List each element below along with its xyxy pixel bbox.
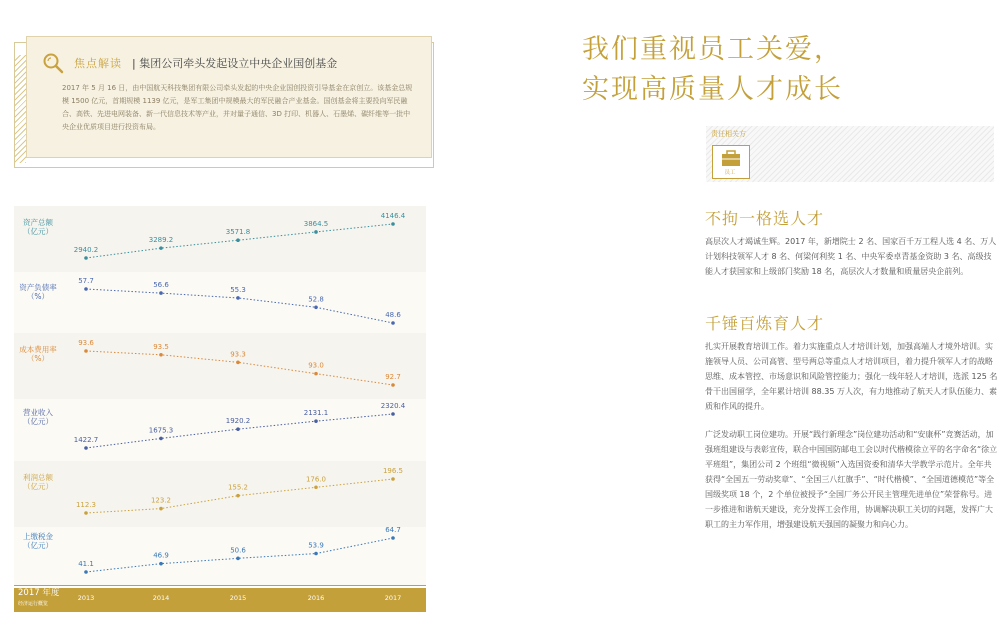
data-point <box>84 511 88 515</box>
year-sublabel: 经济运行概览 <box>18 601 49 607</box>
data-point <box>236 494 240 498</box>
focus-label: 焦点解读 <box>74 57 122 70</box>
data-label: 123.2 <box>150 496 172 505</box>
headline-line-2: 实现高质量人才成长 <box>582 74 843 105</box>
year-bar-rule <box>14 585 426 586</box>
data-point <box>159 291 163 295</box>
data-point <box>391 383 395 387</box>
data-label: 3289.2 <box>148 236 174 245</box>
data-label: 55.3 <box>230 285 246 294</box>
data-label: 4146.4 <box>380 212 406 220</box>
row-label: 资产负债率 （%） <box>19 283 57 301</box>
data-point <box>236 296 240 300</box>
data-label: 93.6 <box>78 339 94 347</box>
section-title-train-talent: 千锤百炼育人才 <box>705 314 825 333</box>
data-label: 1675.3 <box>148 426 174 435</box>
section-body-select-talent: 高层次人才竭诚生辉。2017 年，新增院士 2 名、国家百千万工程人选 4 名、万人计划科技领军人才 8 名、何梁何利奖 1 名、中央军委卓青基金资助 3 名、高级技能人才获国家和上级部门奖励 18 名，高层次人才数量和质量居央企前列。 <box>705 237 997 276</box>
data-point <box>314 230 318 234</box>
section-title-select-talent: 不拘一格选人才 <box>705 209 825 228</box>
data-label: 46.9 <box>153 551 169 560</box>
briefcase-icon <box>713 146 749 170</box>
data-point <box>391 222 395 226</box>
row-label: 营业收入 （亿元） <box>23 408 53 426</box>
data-label: 48.6 <box>385 311 401 319</box>
data-label: 196.5 <box>382 467 404 475</box>
year-tick-label: 2013 <box>77 594 95 602</box>
data-label: 41.1 <box>78 560 94 568</box>
data-label: 1422.7 <box>73 436 99 444</box>
data-point <box>391 477 395 481</box>
data-label: 64.7 <box>385 526 401 534</box>
year-tick-label: 2016 <box>307 594 325 602</box>
data-point <box>314 306 318 310</box>
data-label: 2940.2 <box>73 246 99 254</box>
row-label: 成本费用率 （%） <box>19 345 57 363</box>
data-point <box>159 353 163 357</box>
data-point <box>159 246 163 250</box>
data-point <box>391 536 395 540</box>
year-label: 2017 年度 <box>18 588 60 598</box>
series-line <box>86 538 393 572</box>
data-label: 1920.2 <box>225 417 251 426</box>
year-tick-label: 2015 <box>229 594 247 602</box>
data-label: 3864.5 <box>303 219 329 228</box>
data-point <box>391 412 395 416</box>
data-point <box>84 446 88 450</box>
data-point <box>314 419 318 423</box>
focus-body: 2017 年 5 月 16 日，由中国航天科技集团有限公司牵头发起的中央企业国创投资引导基金在京创立。该基金总规模 1500 亿元，首期规模 1139 亿元，是军工集团中规模最大的军民融合产业基金。国创基金将主要投向军民融合、高铁、先进电网装备、新一代信息技术等产业，并对量子通信、3D 打印、机器人、石墨烯、碳纤维等一批中央企业优质项目进行投资布局。 <box>62 84 413 131</box>
data-label: 53.9 <box>308 541 324 550</box>
data-point <box>236 427 240 431</box>
row-label: 上缴税金 （亿元） <box>23 532 53 550</box>
section-body-train-talent: 扎实开展教育培训工作。着力实施重点人才培训计划，加强高端人才境外培训。实施领导人员、公司高管、型号两总等重点人才培训项目，着力提升领军人才的战略思维、成本管控、市场意识和风险管控能力；强化一线年轻人才培训，选派 125 名骨干出国留学，全年累计培训 88.35 万人次，有力地推动了航天人才队伍能力、素质和作风的提升。 <box>705 342 998 411</box>
year-tick-label: 2017 <box>384 594 402 602</box>
data-label: 2131.1 <box>303 409 329 418</box>
stakeholder-icon-label: 员工 <box>724 170 736 176</box>
stakeholder-label: 责任相关方 <box>711 130 746 138</box>
data-point <box>159 437 163 441</box>
data-point <box>84 256 88 260</box>
data-point <box>84 287 88 291</box>
data-label: 52.8 <box>308 295 324 304</box>
data-point <box>236 238 240 242</box>
data-label: 93.0 <box>308 361 324 370</box>
row-label: 资产总额 （亿元） <box>23 218 53 236</box>
data-point <box>314 372 318 376</box>
series-line <box>86 289 393 323</box>
headline-line-1: 我们重视员工关爱， <box>582 34 843 65</box>
data-label: 56.6 <box>153 281 169 290</box>
data-label: 93.5 <box>153 342 169 351</box>
data-label: 93.3 <box>230 350 246 359</box>
data-point <box>236 557 240 561</box>
data-point <box>84 570 88 574</box>
data-label: 3571.8 <box>225 228 251 237</box>
row-label: 利润总额 （亿元） <box>23 473 53 491</box>
data-label: 57.7 <box>78 277 94 285</box>
headline <box>582 30 882 110</box>
data-label: 112.3 <box>75 501 97 509</box>
data-point <box>314 485 318 489</box>
data-label: 176.0 <box>305 475 327 484</box>
data-point <box>84 349 88 353</box>
data-point <box>236 361 240 365</box>
data-label: 2320.4 <box>380 402 406 410</box>
data-label: 92.7 <box>385 373 401 381</box>
year-tick-label: 2014 <box>152 594 170 602</box>
data-point <box>159 507 163 511</box>
data-point <box>314 552 318 556</box>
section-body-post-contribution: 广泛发动职工岗位建功。开展“践行新理念”岗位建功活动和“安康杯”竞赛活动，加强班组建设与表彰宣传，联合中国国防邮电工会以时代楷模徐立平的名字命名“徐立平班组”，集团公司 2 个班组“微视频”入选国资委和清华大学教学示范片。全年共获得“全国五一劳动奖章”、“全国三八红旗手”、“时代楷模”、“全国道德模范”等全国级奖项 18 个，2 个单位被授予“全国厂务公开民主管理先进单位”荣誉称号。进一步推进和谐航天建设，充分发挥工会作用，协调解决职工关切的问题，发挥广大职工的主力军作用，增强建设航天强国的凝聚力和向心力。 <box>705 430 998 529</box>
data-point <box>159 562 163 566</box>
focus-title: | 集团公司牵头发起设立中央企业国创基金 <box>132 57 338 70</box>
data-label: 155.2 <box>227 483 249 492</box>
data-point <box>391 321 395 325</box>
data-label: 50.6 <box>230 546 246 555</box>
